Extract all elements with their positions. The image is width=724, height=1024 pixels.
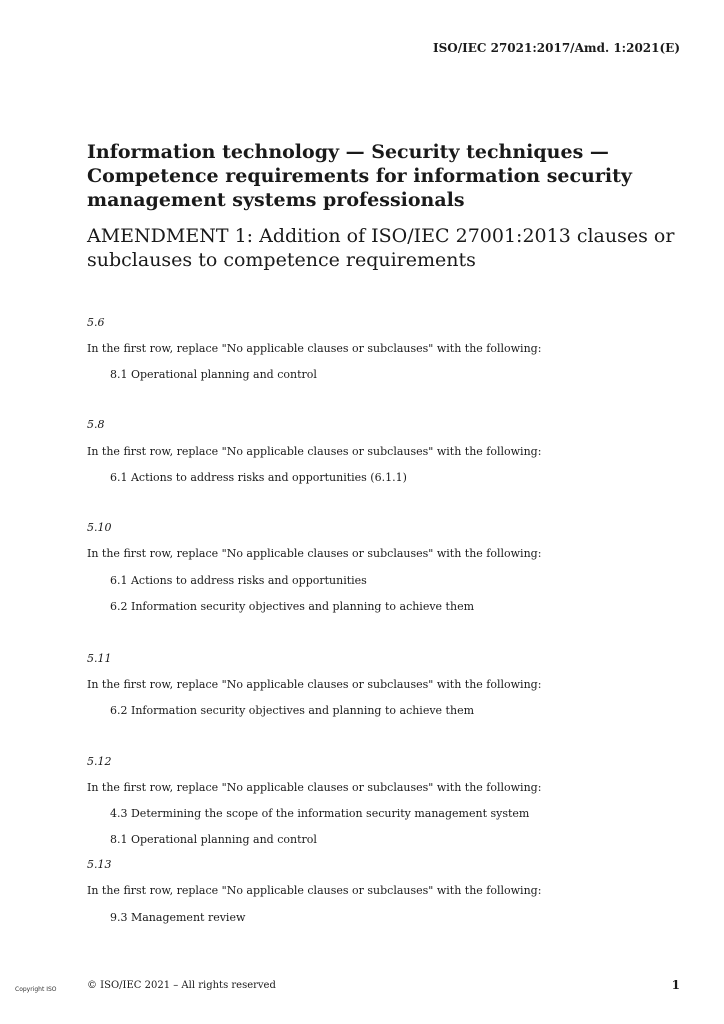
clause-number: 5.11 [87,652,112,665]
clause-number: 5.13 [87,858,112,871]
clause-number: 5.12 [87,755,112,768]
main-title-line-2: Competence requirements for information security [87,165,632,187]
main-title [87,140,687,212]
clause-instruction: In the first row, replace "No applicable clauses or subclauses" with the following: [87,884,542,897]
clause-item: 9.3 Management review [110,911,246,924]
clause-instruction: In the first row, replace "No applicable clauses or subclauses" with the following: [87,678,542,691]
footer-copyright: © ISO/IEC 2021 – All rights reserved [87,980,276,991]
amendment-title-line-2: subclauses to competence requirements [87,249,476,271]
clause-instruction: In the first row, replace "No applicable clauses or subclauses" with the following: [87,781,542,794]
main-title-line-1: Information technology — Security techniques — [87,141,609,163]
clause-item: 6.1 Actions to address risks and opportunities (6.1.1) [110,471,407,484]
clause-item: 4.3 Determining the scope of the information security management system [110,807,530,820]
copyright-margin-note: Copyright ISO [15,986,57,993]
clause-item: 8.1 Operational planning and control [110,368,317,381]
clause-number: 5.10 [87,521,112,534]
title-block [87,140,687,272]
main-title-line-3: management systems professionals [87,189,465,211]
amendment-title-line-1: AMENDMENT 1: Addition of ISO/IEC 27001:2013 clauses or [87,225,675,247]
clause-item: 6.1 Actions to address risks and opportunities [110,574,367,587]
clause-instruction: In the first row, replace "No applicable clauses or subclauses" with the following: [87,445,542,458]
amendment-title [87,224,687,272]
clause-instruction: In the first row, replace "No applicable clauses or subclauses" with the following: [87,547,542,560]
clause-item: 6.2 Information security objectives and planning to achieve them [110,704,475,717]
document-reference: ISO/IEC 27021:2017/Amd. 1:2021(E) [433,41,680,55]
clause-number: 5.8 [87,418,105,431]
clause-instruction: In the first row, replace "No applicable clauses or subclauses" with the following: [87,342,542,355]
clause-item: 8.1 Operational planning and control [110,833,317,846]
page-number: 1 [671,978,680,992]
clause-number: 5.6 [87,316,105,329]
clause-item: 6.2 Information security objectives and planning to achieve them [110,600,475,613]
